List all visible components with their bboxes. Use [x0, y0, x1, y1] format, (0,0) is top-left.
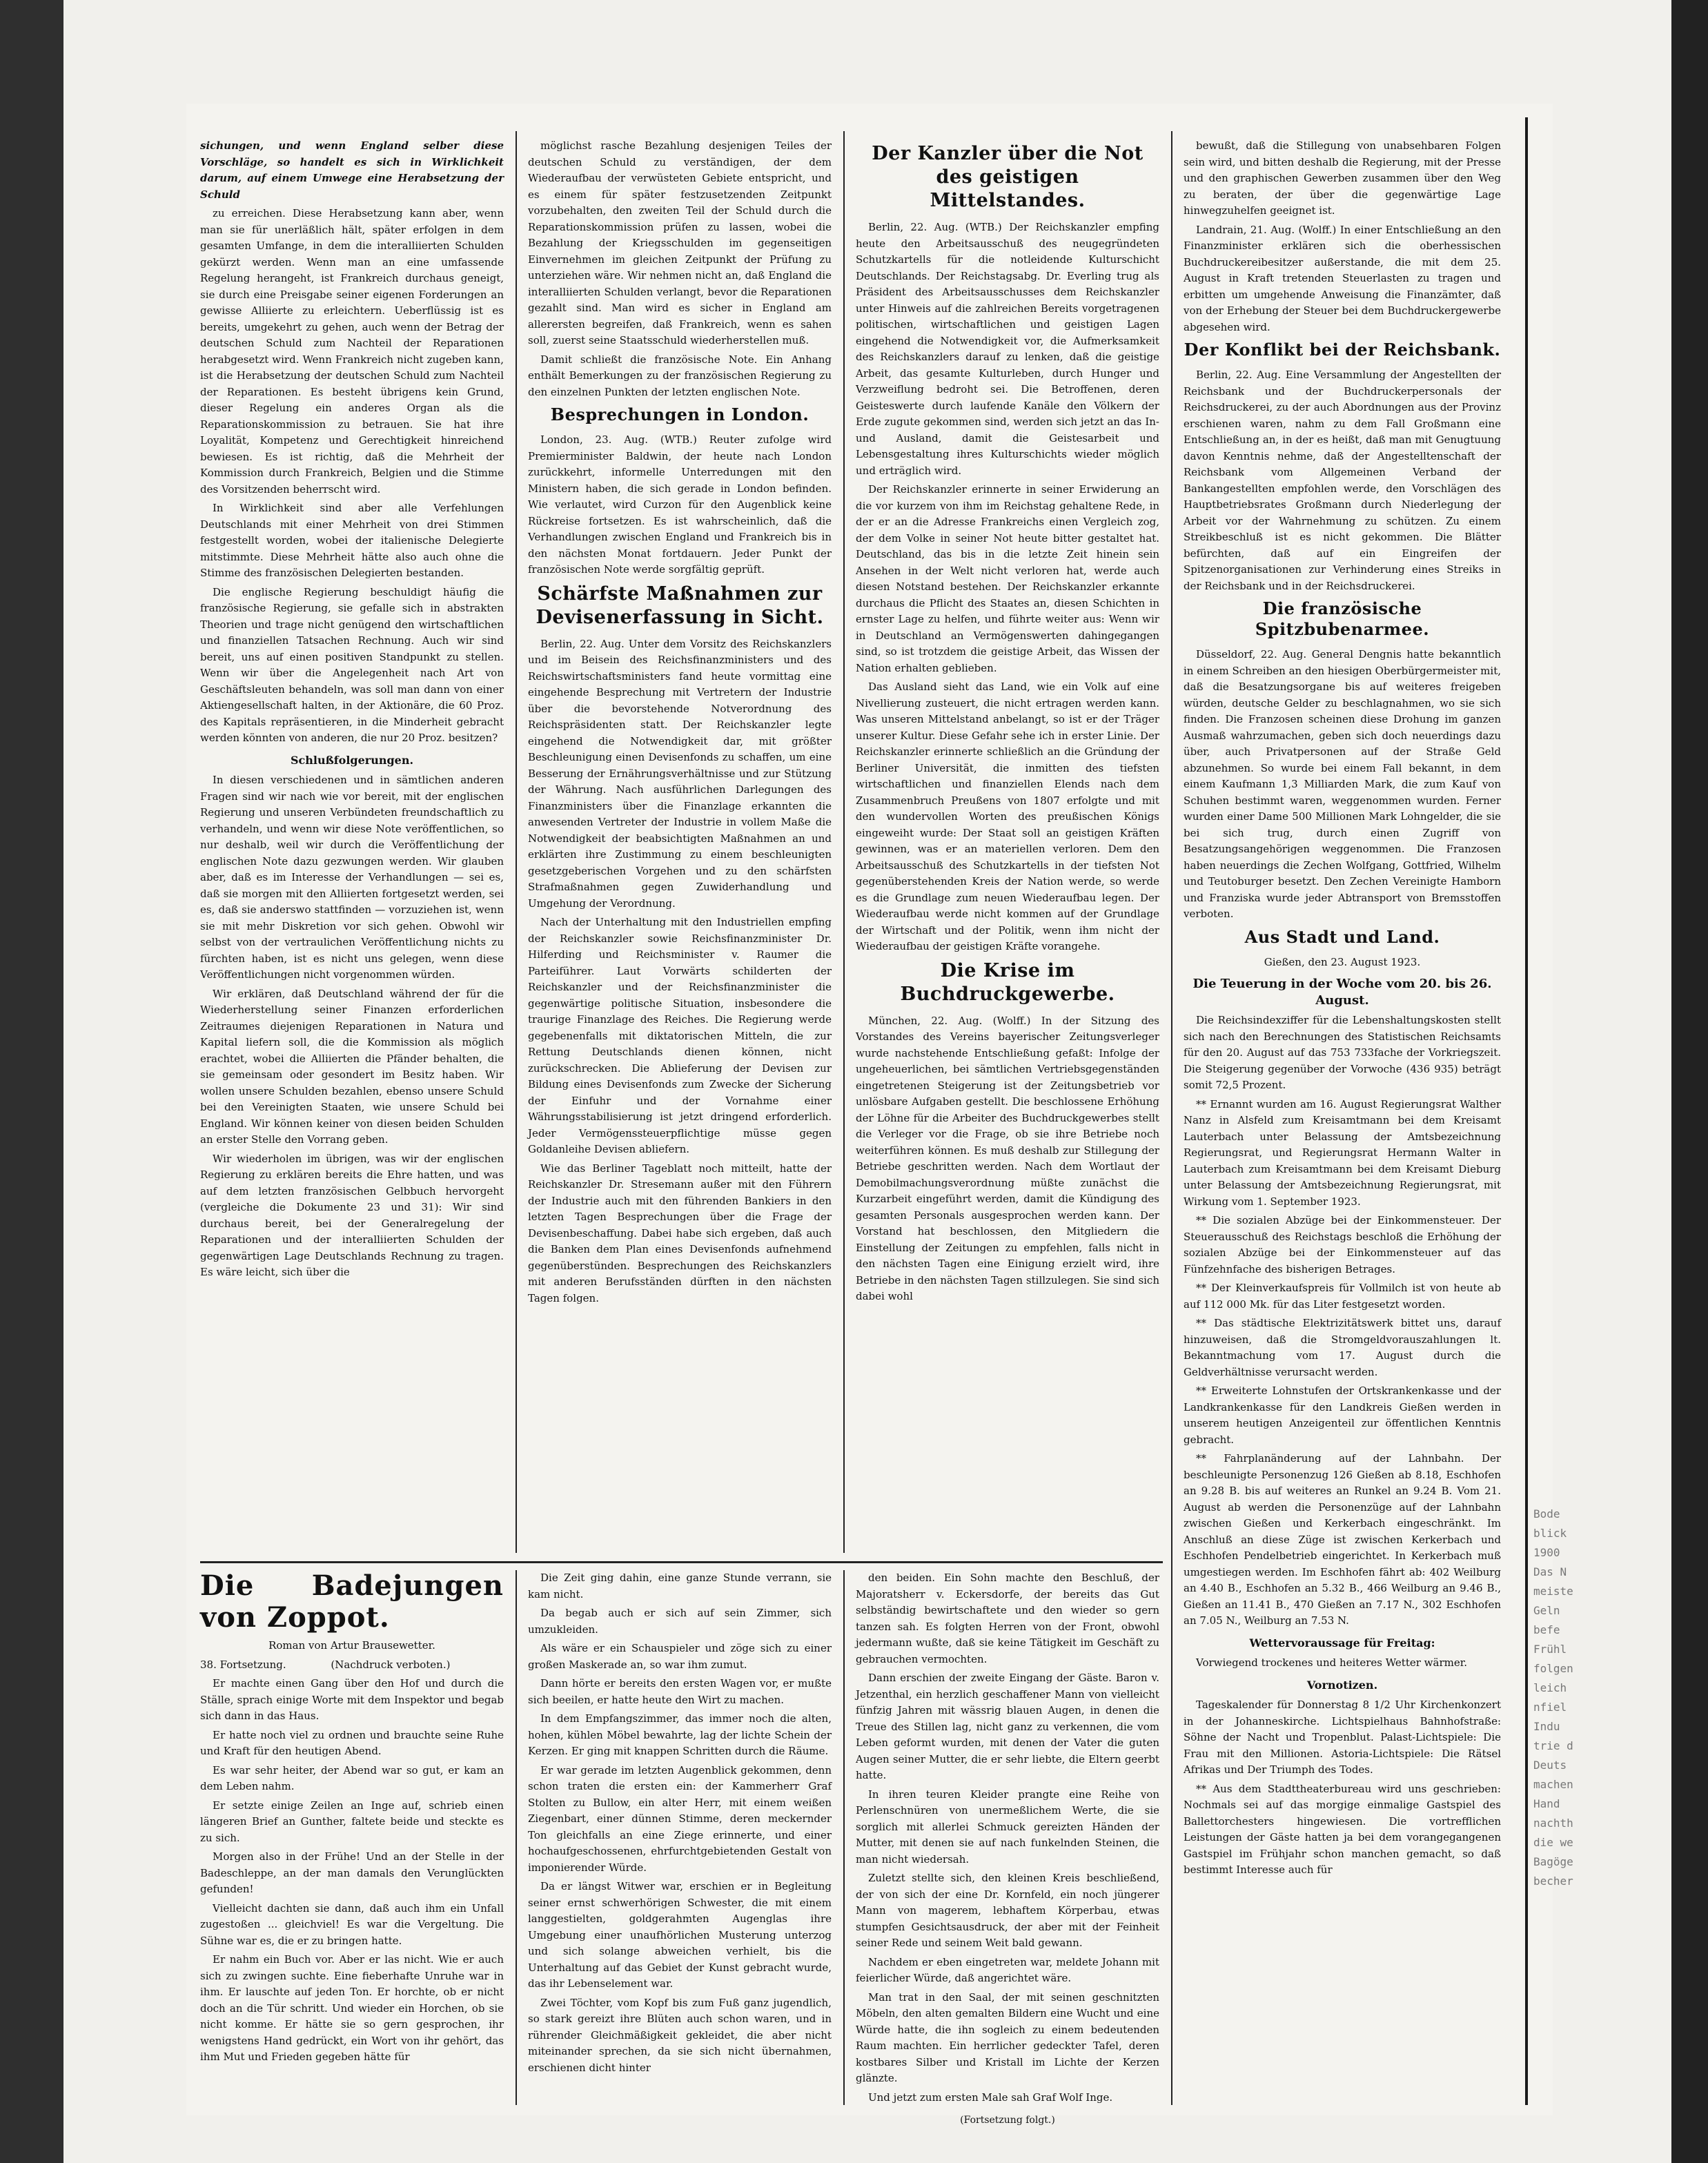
col4-paragraph: ** Aus dem Stadttheaterbureau wird uns geschrieben: Nochmals sei auf das morgige einmalige Gastspiel des Ballettorchesters hingewiesen. Die vortrefflichen Leistungen der Gäste hatten ja bei dem vorangegangenen Gastspiel im Frühjahr schon manchen gemacht, so daß bestimmt Interesse auch für [1184, 1782, 1501, 1876]
col4-paragraph: Düsseldorf, 22. Aug. General Dengnis hatte bekanntlich in einem Schreiben an den hiesigen Oberbürgermeister mit, daß die Besatzungsorgane bis auf weiteres freigeben würden, deutsche Gelder zu beschlagnahmen, wo sie sich finden. Die Franzosen scheinen diese Drohung im ganzen Ausmaß wahrzumachen, geben sich doch neuerdings dazu über, auch Privatpersonen auf der Straße Geld abzunehmen. So wurde bei einem Fall bekannt, in dem einem Kaufmann 1,3 Milliarden Mark, die zum Kauf von Schuhen bestimmt waren, weggenommen wurden. Ferner wurden einer Dame 500 Millionen Mark Lohngelder, die sie bei sich trug, durch einen Zugriff von Besatzungsangehörigen weggenommen. Die Franzosen haben neuerdings die Zechen Wolfgang, Gottfried, Wilhelm und Teutoburger besetzt. Den Zechen Vereinigte Hamborn und Franziska wurde jeder Abtransport von Bremsstoffen verboten. [1184, 648, 1501, 920]
feuilleton-title: Die Badejungen von Zoppot. [200, 1569, 504, 1634]
headline-kanzler: Der Kanzler über die Not des geistigen Mittelstandes. [872, 143, 1143, 211]
col3-paragraph: Berlin, 22. Aug. (WTB.) Der Reichskanzler empfing heute den Arbeitsausschuß des neugegründeten Schutzkartells für die notleidende Kulturschicht Deutschlands. Der Reichstagsabg. Dr. Everling trug als Präsident des Arbeitsausschusses dem Reichskanzler unter Hinweis auf die zahlreichen Bereits vorgetragenen politischen, wirtschaftlichen und geistigen Lagen eingehend die Notwendigkeit vor, die Aufmerksamkeit des Reichskanzlers darauf zu lenken, daß die geistige Arbeit, das gesamte Kulturleben, durch Hunger und Verzweiflung bedroht sei. Die Betroffenen, deren Geisteswerte durch laufende Kanäle den Völkern der Erde zugute gekommen sind, werden sich jetzt an das In- und Ausland, damit die Geistesarbeit und Lebensgestaltung ihres Kulturschichts wieder möglich und erträglich wird. [856, 221, 1159, 477]
headline-teuerung: Die Teuerung in der Woche vom 20. bis 26. August. [1192, 977, 1492, 1008]
feuilleton-paragraph: Er machte einen Gang über den Hof und durch die Ställe, sprach einige Worte mit dem Inspektor und begab sich dann in das Haus. [200, 1677, 504, 1722]
col4-paragraph: Die Reichsindexziffer für die Lebenshaltungskosten stellt sich nach den Berechnungen des Statistischen Reichsamts für den 20. August auf das 753 733fache der Vorkriegszeit. Die Steigerung gegenüber der Vorwoche (436 935) beträgt somit 72,5 Prozent. [1184, 1014, 1501, 1091]
col4-paragraph: bewußt, daß die Stillegung von unabsehbaren Folgen sein wird, und bitten deshalb die Regierung, mit der Presse und den graphischen Gewerben zusammen über den Weg zu beraten, der über die gegenwärtige Lage hinwegzuhelfen geeignet ist. [1184, 139, 1501, 217]
col2-paragraph: Nach der Unterhaltung mit den Industriellen empfing der Reichskanzler sowie Reichsfinanzminister Dr. Hilferding und Reichsminister v. Raumer die Parteiführer. Laut Vorwärts schilderten der Reichskanzler und der Reichsfinanzminister die gegenwärtige politische Situation, insbesondere die traurige Finanzlage des Reiches. Die Regierung werde gegebenenfalls mit diktatorischen Mitteln, die zur Rettung Deutschlands dienen können, nicht zurückschrecken. Die Ablieferung der Devisen zur Bildung eines Devisenfonds zum Zwecke der Sicherung der Einfuhr und der Vornahme einer Währungsstabilisierung ist jetzt dringend erforderlich. Jeder Vermögenssteuerpflichtige müsse gegen Goldanleihe Devisen abliefern. [528, 916, 832, 1155]
scan-left-border [0, 0, 66, 2163]
feuilleton-paragraph: den beiden. Ein Sohn machte den Beschluß, der Majoratsherr v. Eckersdorfe, der bereits das Gut selbständig bewirtschaftete und den wieder so gern tanzen sah. Es folgten Herren von der Front, obwohl jedermann wußte, daß sie keine Tätigkeit im Geschäft zu gebrauchen vermochten. [856, 1572, 1159, 1665]
col1-subhead: Schlußfolgerungen. [290, 753, 414, 767]
headline-wetter: Wettervoraussage für Freitag: [1249, 1636, 1435, 1650]
column-4 [1184, 138, 1501, 1881]
col1-paragraph: In diesen verschiedenen und in sämtlichen anderen Fragen sind wir nach wie vor bereit, mit der englischen Regierung und unseren Verbündeten freundschaftlich zu verhandeln, und wenn wir diese Note veröffentlichen, so nur deshalb, weil wir durch die Veröffentlichung der englischen Note dazu gezwungen werden. Wir glauben aber, daß es im Interesse der Verhandlungen — sei es, daß sie morgen mit den Alliierten fortgesetzt werden, sei es, daß sie anderswo stattfinden — vorzuziehen ist, wenn sie mit mehr Diskretion vor sich gehen. Obwohl wir selbst von der vertraulichen Veröffentlichung nichts zu fürchten haben, ist es nicht uns gelegen, wenn diese Veröffentlichungen nicht vorgenommen würden. [200, 774, 504, 981]
headline-devisenerfassung: Schärfste Maßnahmen zur Devisenerfassung in Sicht. [536, 583, 824, 628]
feuilleton-paragraph: Er setzte einige Zeilen an Inge auf, schrieb einen längeren Brief an Gunther, faltete beide und steckte es zu sich. [200, 1799, 504, 1844]
col2-paragraph: Wie das Berliner Tageblatt noch mitteilt, hatte der Reichskanzler Dr. Stresemann außer mit den Führern der Industrie auch mit den führenden Bankiers in den letzten Tagen Besprechungen über die Frage der Devisenbeschaffung. Dabei habe sich ergeben, daß auch die Banken dem Plan eines Devisenfonds aufnehmend gegenüberstünden. Besprechungen des Reichskanzlers mit anderen Berufsständen dürften in den nächsten Tagen folgen. [528, 1162, 832, 1304]
col3-paragraph: München, 22. Aug. (Wolff.) In der Sitzung des Vorstandes des Vereins bayerischer Zeitungsverleger wurde nachstehende Entschließung gefaßt: Infolge der ungeheuerlichen, bei sämtlichen Vertriebsgegenständen eingetretenen Steigerung ist der Zeitungsbetrieb vor unlösbare Aufgaben gestellt. Die beschlossene Erhöhung der Löhne für die Arbeiter des Buchdruckgewerbes stellt die Verleger vor die Frage, ob sie ihre Betriebe noch weiterführen können. Es muß deshalb zur Stillegung der Betriebe geschritten werden. Nach dem Wortlaut der Demobilmachungsverordnung müßte zunächst die Kurzarbeit eingeführt werden, damit die Kündigung des gesamten Personals ausgesprochen werden kann. Der Vorstand hat beschlossen, den Mitgliedern die Einstellung der Zeitungen zu empfehlen, falls nicht in den nächsten Tagen eine Einigung erzielt wird, ihre Betriebe in den nächsten Tagen stillzulegen. Sie sind sich dabei wohl [856, 1014, 1159, 1302]
feuilleton-column-1 [200, 1570, 504, 2068]
col4-paragraph: ** Fahrplanänderung auf der Lahnbahn. Der beschleunigte Personenzug 126 Gießen ab 8.18, Eschhofen an 9.28 B. bis auf weiteres an Runkel an 9.24 B. Vom 21. August ab werden die Personenzüge auf der Lahnbahn zwischen Gießen und Kerkerbach eingeschränkt. Im Anschluß an diese Züge ist zwischen Kerkerbach und Eschhofen Pendelbetrieb eingerichtet. In Kerkerbach muß umgestiegen werden. Im Eschhofen fährt ab: 402 Weilburg an 4.40 B., Eschhofen an 5.32 B., 466 Weilburg an 9.46 B., Gießen an 11.41 B., 470 Gießen an 7.17 N., 302 Eschhofen an 7.05 N., Weilburg an 7.53 N. [1184, 1452, 1501, 1627]
col2-paragraph: Berlin, 22. Aug. Unter dem Vorsitz des Reichskanzlers und im Beisein des Reichsfinanzministers und des Reichswirtschaftsministers fand heute vormittag eine eingehende Besprechung mit Vertretern der Industrie über die bevorstehende Notverordnung des Reichspräsidenten statt. Der Reichskanzler legte eingehend die Notwendigkeit dar, mit größter Beschleunigung einen Devisenfonds zu schaffen, um eine Besserung der Ernährungsverhältnisse und zur Stützung der Währung. Nach ausführlichen Darlegungen des Finanzministers über die Finanzlage erkannten die anwesenden Vertreter der Industrie in vollem Maße die Notwendigkeit der beabsichtigten Maßnahmen an und erklärten ihre Zustimmung zu einem beschleunigten gesetzgeberischen Vorgehen und zu den schärfsten Strafmaßnahmen gegen Zuwiderhandlung und Umgehung der Verordnung. [528, 637, 832, 910]
scan-right-border [1671, 0, 1708, 2163]
weather-forecast: Vorwiegend trockenes und heiteres Wetter wärmer. [1196, 1656, 1468, 1669]
headline-buchdruck: Die Krise im Buchdruckgewerbe. [900, 959, 1115, 1005]
col1-paragraph: zu erreichen. Diese Herabsetzung kann aber, wenn man sie für unerläßlich hält, später erfolgen in dem gesamten Umfange, in dem die interalliierten Schulden gekürzt werden. Wenn man an eine umfassende Regelung herangeht, ist Frankreich durchaus geneigt, sie durch eine Preisgabe seiner eigenen Forderungen an gewisse Alliierte zu erleichtern. Ueberflüssig ist es bereits, umgekehrt zu gehen, auch wenn der Betrag der deutschen Schuld zum Nachteil der Reparationen herabgesetzt wird. Wenn Frankreich nicht zugeben kann, ist die Herabsetzung der deutschen Schuld zum Nachteil der Reparationen. Es besteht übrigens kein Grund, dieser Regelung ein anderes Organ als die Reparationskommission zu betrauen. Sie hat ihre Loyalität, Kompetenz und Gerechtigkeit hinreichend bewiesen. Es ist richtig, daß die Mehrheit der Kommission durch Frankreich, Belgien und die Stimme des Vorsitzenden beherrscht wird. [200, 207, 504, 496]
col1-paragraph: Wir erklären, daß Deutschland während der für die Wiederherstellung seiner Finanzen erforderlichen Zeitraumes diejenigen Reparationen in Natura und Kapital liefern soll, die die Kommission als möglich erachtet, wobei die Alliierten die Pfänder behalten, die sie gemeinsam oder gesondert im Besitz haben. Wir wollen unsere Schulden bezahlen, ebenso unsere Schuld bei den Vereinigten Staaten, wie unsere Schuld bei England. Wir können keiner von diesen beiden Schulden an erster Stelle den Vorrang geben. [200, 987, 504, 1146]
feuilleton-paragraph: Man trat in den Saal, der mit seinen geschnitzten Möbeln, den alten gemalten Bildern eine Wucht und eine Würde hatte, die ihn sogleich zu einem bedeutenden Raum machten. Ein herrlicher gedeckter Tafel, deren kostbares Silber und Kristall im Lichte der Kerzen glänzte. [856, 1990, 1159, 2084]
col2-paragraph: Damit schließt die französische Note. Ein Anhang enthält Bemerkungen zu der französischen Regierung zu den einzelnen Punkten der letzten englischen Note. [528, 353, 832, 398]
dateline: Gießen, den 23. August 1923. [1264, 955, 1421, 968]
feuilleton-column-3 [856, 1570, 1159, 2129]
headline-reichsbank: Der Konflikt bei der Reichsbank. [1184, 340, 1501, 360]
feuilleton-paragraph: Er nahm ein Buch vor. Aber er las nicht. Wie er auch sich zu zwingen suchte. Eine fieberhafte Unruhe war in ihm. Er lauschte auf jeden Ton. Er horchte, ob er nicht doch an die Tür schritt. Und wieder ein Horchen, ob sie nicht komme. Er hätte sie so gern gesprochen, ihr wenigstens Hand gedrückt, ein Wort von ihr gehört, das ihm Mut und Frieden gegeben hätte für [200, 1953, 504, 2063]
feuilleton-column-2 [528, 1570, 832, 2079]
col2-paragraph: möglichst rasche Bezahlung desjenigen Teiles der deutschen Schuld zu verständigen, der dem Wiederaufbau der verwüsteten Gebiete entspricht, und es einem für später festzusetzenden Zeitpunkt vorzubehalten, den zweiten Teil der Schuld durch die Reparationskommission prüfen zu lassen, wobei die Bezahlung der Kriegsschulden im gegenseitigen Einvernehmen im gleichen Zeitpunkt der Prüfung zu unterziehen wäre. Wir nehmen nicht an, daß England die interalliierten Schulden verlangt, bevor die Reparationen gezahlt sind. Man wird es sicher in England am allerersten begreifen, daß Frankreich, wenn es sahen soll, zuerst seine Staatsschuld wiederherstellen muß. [528, 139, 832, 346]
headline-stadt-und-land: Aus Stadt und Land. [1244, 926, 1440, 947]
feuilleton-paragraph: Morgen also in der Frühe! Und an der Stelle in der Badeschleppe, an der man damals den Verunglückten gefunden! [200, 1850, 504, 1895]
column-rule [516, 1570, 517, 2105]
feuilleton-continued: (Fortsetzung folgt.) [960, 2115, 1055, 2126]
feuilleton-paragraph: Vielleicht dachten sie dann, daß auch ihm ein Unfall zugestoßen ... gleichviel! Es war die Vergeltung. Die Sühne war es, die er zu bringen hatte. [200, 1901, 504, 1947]
headline-besprechungen: Besprechungen in London. [550, 404, 809, 424]
feuilleton-paragraph: Nachdem er eben eingetreten war, meldete Johann mit feierlicher Würde, daß angerichtet wäre. [856, 1955, 1159, 1984]
col1-paragraph: Die englische Regierung beschuldigt häufig die französische Regierung, sie gefalle sich in abstrakten Theorien und trage nicht genügend den wirtschaftlichen und finanziellen Tatsachen Rechnung. Auch wir sind bereit, uns auf einen positiven Standpunkt zu stellen. Wenn wir über die Angelegenheit nach Art von Geschäftsleuten behandeln, was soll man dann von einer Aktiengesellschaft halten, in der Aktionäre, die 60 Proz. des Kapitals repräsentieren, in die Minderheit gebracht werden könnten von anderen, die nur 20 Proz. besitzen? [200, 585, 504, 744]
col4-paragraph: ** Erweiterte Lohnstufen der Ortskrankenkasse und der Landkrankenkasse für den Landkreis Gießen werden in unserem heutigen Anzeigenteil zur öffentlichen Kenntnis gebracht. [1184, 1384, 1501, 1446]
col4-paragraph: Landrain, 21. Aug. (Wolff.) In einer Entschließung an den Finanzminister erklären sich die oberhessischen Buchdruckereibesitzer außerstande, die mit dem 25. August in Kraft tretenden Steuerlasten zu tragen und erbitten um umgehende Anweisung die Finanzämter, daß von der Erhebung der Steuer bei dem Buchdruckergewerbe abgesehen wird. [1184, 223, 1501, 333]
feuilleton-paragraph: Da er längst Witwer war, erschien er in Begleitung seiner ernst schwerhörigen Schwester, die mit einem langgestielten, goldgerahmten Augenglas ihre Umgebung einer unaufhörlichen Musterung unterzog und sich solange abweichen verhielt, bis die Unterhaltung auf das Gebiet der Kunst gebracht wurde, das ihr Lebenselement war. [528, 1880, 832, 1990]
col4-paragraph: ** Das städtische Elektrizitätswerk bittet uns, darauf hinzuweisen, daß die Stromgeldvorauszahlungen lt. Bekanntmachung vom 17. August durch die Geldverhältnisse verursacht werden. [1184, 1317, 1501, 1378]
feuilleton-paragraph: Und jetzt zum ersten Male sah Graf Wolf Inge. [868, 2091, 1113, 2104]
column-2 [528, 138, 832, 1309]
feuilleton-paragraph: In dem Empfangszimmer, das immer noch die alten, hohen, kühlen Möbel bewahrte, lag der lichte Schein der Kerzen. Er ging mit knappen Schritten durch die Räume. [528, 1712, 832, 1757]
column-rule [1171, 131, 1172, 2105]
feuilleton-paragraph: Zwei Töchter, vom Kopf bis zum Fuß ganz jugendlich, so stark gereizt ihre Blüten auch schon waren, und in rührender Gleichmäßigkeit gekleidet, die aber nicht miteinander sprechen, da sie sich nicht übernahmen, erschienen dicht hinter [528, 1996, 832, 2074]
feuilleton-copyright: (Nachdruck verboten.) [331, 1658, 451, 1671]
feuilleton-paragraph: Es war sehr heiter, der Abend war so gut, er kam an dem Leben nahm. [200, 1763, 504, 1792]
feuilleton-notice [200, 1657, 504, 1674]
feuilleton-paragraph: Als wäre er ein Schauspieler und zöge sich zu einer großen Maskerade an, so war ihm zumut. [528, 1642, 832, 1671]
newspaper-sheet [186, 104, 1553, 2126]
feuilleton-paragraph: In ihren teuren Kleider prangte eine Reihe von Perlenschnüren von unermeßlichem Werte, die sie sorglich mit allerlei Schmuck gereizten Händen der Mutter, mit denen sie auf nach funkelnden Steinen, die man nicht wiedersah. [856, 1788, 1159, 1866]
col1-lead: sichungen, und wenn England selber diese Vorschläge, so handelt es sich in Wirklichkeit darum, auf einem Umwege eine Herabsetzung der Schuld [200, 139, 504, 201]
column-rule [843, 131, 845, 1553]
col4-paragraph: ** Die sozialen Abzüge bei der Einkommensteuer. Der Steuerausschuß des Reichstags beschloß die Erhöhung der sozialen Abzüge bei der Einkommensteuer auf das Fünfzehnfache des bisherigen Betrages. [1184, 1214, 1501, 1275]
feuilleton-byline: Roman von Artur Brausewetter. [268, 1639, 435, 1652]
col4-paragraph: ** Ernannt wurden am 16. August Regierungsrat Walther Nanz in Alsfeld zum Kreisamtmann bei dem Kreisamt Lauterbach unter Belassung der Amtsbezeichnung Regierungsrat, und Regierungsrat Hermann Walter in Lauterbach zum Kreisamtmann bei dem Kreisamt Dieburg unter Belassung der Amtsbezeichnung Regierungsrat, mit Wirkung vom 1. September 1923. [1184, 1097, 1501, 1208]
col3-paragraph: Das Ausland sieht das Land, wie ein Volk auf eine Nivellierung zusteuert, die nicht ertragen werden kann. Was unseren Mittelstand anbelangt, so ist er der Träger unserer Kultur. Diese Gefahr sehe ich in erster Linie. Der Reichskanzler erinnerte schließlich an die Gründung der Berliner Universität, die inmitten des tiefsten wirtschaftlichen und finanziellen Elends nach dem Zusammenbruch Preußens von 1807 erfolgte und mit den wundervollen Worten des preußischen Königs eingeweiht wurde: Der Staat soll an geistigen Kräften gewinnen, was er an materiellen verloren. Dem den Arbeitsausschuß des Schutzkartells in der tiefsten Not gegenüberstehenden Kreis der Nation werde, so werde es die Grundlage zum neuen Wiederaufbau legen. Der Wiederaufbau werde nicht kommen auf der Grundlage der Wirtschaft und der Politik, wenn ihm nicht der Wiederaufbau der geistigen Kräfte vorangehe. [856, 681, 1159, 952]
column-1 [200, 138, 504, 1284]
col4-paragraph: Berlin, 22. Aug. Eine Versammlung der Angestellten der Reichsbank und der Buchdruckerpersonals der Reichsdruckerei, zu der auch Abordnungen aus der Provinz erschienen waren, nahm zu dem Fall Großmann eine Entschließung an, in der es heißt, daß man mit Genugtuung davon Kenntnis nehme, daß der Angestelltenschaft der Reichsbank vom Allgemeinen Verband der Bankangestellten empfohlen werde, den Vorschlägen des Hauptbetriebsrates Großmann durch Niederlegung der Arbeit vor der Wahrnehmung zu schützen. Zu einem Streikbeschluß ist es nicht gekommen. Die Blätter befürchten, daß auf ein Eingreifen der Spitzenorganisationen zur Verhinderung eines Streiks in der Reichsbank und in der Reichsdruckerei. [1184, 369, 1501, 592]
col1-paragraph: Wir wiederholen im übrigen, was wir der englischen Regierung zu erklären bereits die Ehre hatten, und was auf dem letzten französischen Gelbbuch hervorgeht (vergleiche die Dokumente 23 und 31): Wir sind durchaus bereit, bei der Generalregelung der Reparationen und der interalliierten Schulden der gegenwärtigen Lage Deutschlands Rechnung zu tragen. Es wäre leicht, sich über die [200, 1152, 504, 1278]
feuilleton-rule [200, 1561, 1163, 1563]
headline-vornotizen: Vornotizen. [1306, 1678, 1378, 1692]
feuilleton-installment: 38. Fortsetzung. [200, 1658, 286, 1671]
column-rule [843, 1570, 845, 2105]
feuilleton-paragraph: Die Zeit ging dahin, eine ganze Stunde verrann, sie kam nicht. [528, 1572, 832, 1601]
feuilleton-paragraph: Er war gerade im letzten Augenblick gekommen, denn schon traten die ersten ein: der Kammerherr Graf Stolten zu Bullow, ein alter Herr, mit einem weißen Ziegenbart, einer dünnen Stimme, deren meckernder Ton gleichfalls an eine Ziege erinnerte, und einer hochaufgeschossenen, ehrfurchtgebietenden Gestalt von imponierender Würde. [528, 1763, 832, 1874]
col4-paragraph: Tageskalender für Donnerstag 8 1/2 Uhr Kirchenkonzert in der Johanneskirche. Lichtspielhaus Bahnhofstraße: Söhne der Nacht und Tropenblut. Palast-Lichtspiele: Die Frau mit den Millionen. Astoria-Lichtspiele: Die Rätsel Afrikas und Der Triumph des Todes. [1184, 1699, 1501, 1776]
col4-paragraph: ** Der Kleinverkaufspreis für Vollmilch ist von heute ab auf 112 000 Mk. für das Liter festgesetzt worden. [1184, 1282, 1501, 1311]
feuilleton-paragraph: Zuletzt stellte sich, den kleinen Kreis beschließend, der von sich der eine Dr. Kornfeld, ein noch jüngerer Mann von magerem, lebhaftem Körperbau, etwas stumpfen Gesichtsausdruck, der aber mit der Feinheit seiner Rede und seinem Weit bald gewann. [856, 1872, 1159, 1949]
bleed-through-text: Bode blick 1900 Das N meiste Geln befe Frühl folgen leich nfiel Indu trie d Deuts machen Hand nachth die we Bagöge becher [1533, 1507, 1573, 1888]
headline-spitzbubenarmee: Die französische Spitzbubenarmee. [1255, 598, 1430, 639]
feuilleton-paragraph: Da begab auch er sich auf sein Zimmer, sich umzukleiden. [528, 1607, 832, 1636]
feuilleton-paragraph: Dann erschien der zweite Eingang der Gäste. Baron v. Jetzenthal, ein herzlich geschaffener Mann von vielleicht fünfzig Jahren mit wässrig blauen Augen, in denen die Treue des Stillen lag, nicht ganz zu verkennen, die vom Leben geformt wurden, mit denen der Vater die guten Augen seiner Mutter, die er sehr liebte, die Eltern geerbt hatte. [856, 1672, 1159, 1781]
column-rule [516, 131, 517, 1553]
page-edge-line [1525, 117, 1528, 2105]
feuilleton-paragraph: Dann hörte er bereits den ersten Wagen vor, er mußte sich beeilen, er hatte heute den Wirt zu machen. [528, 1677, 832, 1706]
newspaper-page [63, 0, 1671, 2163]
column-3 [856, 138, 1159, 1308]
col1-paragraph: In Wirklichkeit sind aber alle Verfehlungen Deutschlands mit einer Mehrheit von drei Stimmen festgestellt worden, wobei der italienische Delegierte mitstimmte. Diese Mehrheit hätte also auch ohne die Stimme des französischen Delegierten bestanden. [200, 502, 504, 579]
col3-paragraph: Der Reichskanzler erinnerte in seiner Erwiderung an die vor kurzem von ihm im Reichstag gehaltene Rede, in der er an die Adresse Frankreichs einen Vergleich zog, der dem Volke in seiner Not heute bitter gestaltet hat. Deutschland, das bis in die letzte Zeit hinein sein Ansehen in der Welt nicht verloren hat, werde auch diesen Notstand bestehen. Der Reichskanzler erkannte durchaus die Pflicht des Staates an, diesen Schichten in ernster Lage zu helfen, und führte weiter aus: Wenn wir in Deutschland an Vermögenswerten dahingegangen sind, so ist trotzdem die geistige Arbeit, das Wissen der Nation erhalten geblieben. [856, 483, 1159, 674]
feuilleton-paragraph: Er hatte noch viel zu ordnen und brauchte seine Ruhe und Kraft für den heutigen Abend. [200, 1728, 504, 1757]
col2-paragraph: London, 23. Aug. (WTB.) Reuter zufolge wird Premierminister Baldwin, der heute nach London zurückkehrt, informelle Unterredungen mit den Ministern haben, die sich gerade in London befinden. Wie verlautet, wird Curzon für den Augenblick keine Rückreise fortsetzen. Es ist wahrscheinlich, daß die Verhandlungen zwischen England und Frankreich bis in den nächsten Monat fortdauern. Jeder Punkt der französischen Note werde sorgfältig geprüft. [528, 433, 832, 576]
